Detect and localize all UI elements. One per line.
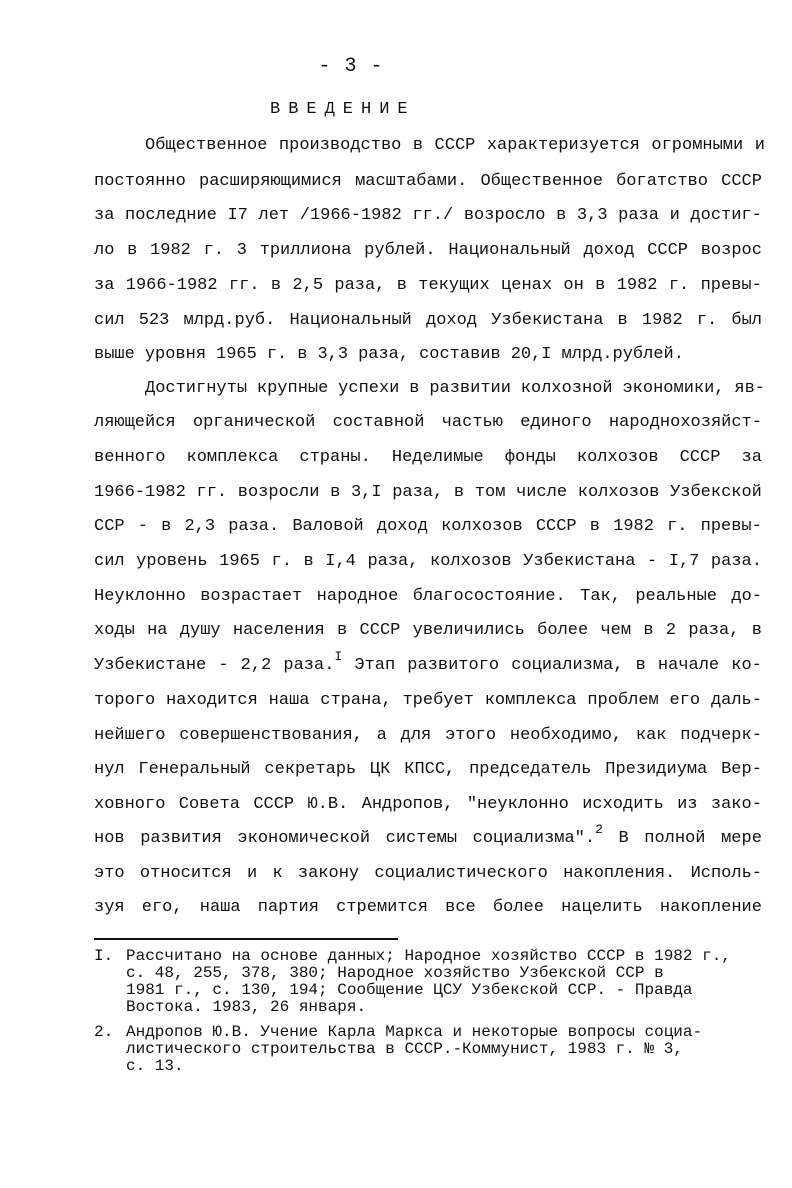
word: Этап — [354, 656, 396, 675]
word: млрд.руб. — [183, 311, 276, 330]
word: в — [589, 517, 600, 536]
footnote-mark: 2 — [595, 822, 603, 837]
word: был — [731, 311, 762, 330]
word: находится — [166, 691, 258, 710]
word: г. — [203, 241, 224, 260]
word: торого — [94, 691, 156, 710]
word: возросло — [463, 206, 546, 225]
word: - — [137, 517, 148, 536]
footnote-line: с. 48, 255, 378, 380; Народное хозяйство Узбекской ССР в — [126, 964, 664, 982]
word: гг. — [196, 483, 228, 502]
text-line — [94, 170, 762, 194]
word: доход — [583, 241, 635, 260]
word: в — [396, 276, 407, 295]
word: народнохозяйст- — [608, 413, 762, 432]
word: реальные — [635, 587, 717, 606]
word: органической — [192, 413, 316, 432]
word: проблем — [587, 691, 659, 710]
word: 1982 — [150, 241, 191, 260]
word: страны. — [299, 448, 371, 467]
word: к — [272, 864, 283, 883]
page-number: - 3 - — [318, 55, 384, 78]
footnote-line: Андропов Ю.В. Учение Карла Маркса и некоторые вопросы социа- — [126, 1023, 703, 1041]
word: Валовой — [292, 517, 364, 536]
word: в — [595, 276, 606, 295]
word: ходы — [94, 621, 135, 640]
word: достиг- — [690, 206, 762, 225]
word: 2,3 — [184, 517, 216, 536]
word: последние — [125, 206, 217, 225]
word: г. — [668, 276, 690, 295]
word: характеризуется — [486, 136, 640, 155]
word: г. — [271, 552, 292, 571]
text-line — [94, 822, 762, 851]
word: раза, — [392, 483, 444, 502]
word: 523 — [138, 311, 170, 330]
word: постоянно — [94, 172, 186, 191]
word: ценах — [501, 276, 553, 295]
word: на — [147, 621, 168, 640]
text-line — [94, 793, 762, 817]
footnote-number: 2. — [94, 1023, 114, 1041]
footnote-number: I. — [94, 947, 114, 965]
word: в — [161, 517, 172, 536]
word: совершенствования, — [179, 726, 363, 745]
word: I,4 — [325, 552, 356, 571]
word: в — [453, 483, 465, 502]
word: закону — [297, 864, 360, 883]
word: /1966-1982 — [299, 206, 402, 225]
text-line — [94, 515, 762, 539]
word: более — [537, 621, 589, 640]
word: и — [754, 136, 765, 155]
word: системы — [385, 829, 458, 848]
footnote-divider — [94, 938, 398, 940]
word: за — [94, 206, 115, 225]
word: 3 — [236, 241, 247, 260]
word: I7 — [227, 206, 248, 225]
word: "неуклонно — [466, 795, 569, 814]
text-line — [94, 896, 762, 920]
word: экономической — [237, 829, 371, 848]
word: возросли — [237, 483, 320, 502]
word: 1982 — [616, 276, 658, 295]
word: ляющейся — [94, 413, 176, 432]
text-line — [94, 239, 762, 263]
text-line — [94, 689, 762, 713]
word: уровня — [144, 345, 207, 364]
word: Так, — [580, 587, 621, 606]
word: 2,2 — [240, 656, 272, 675]
word: Вер- — [721, 760, 762, 779]
text-line — [94, 724, 762, 748]
word: - — [646, 552, 658, 571]
word: выше — [94, 345, 135, 364]
word: 1982 — [641, 311, 683, 330]
word: лет — [258, 206, 290, 225]
word: благосостояние. — [412, 587, 566, 606]
word: венного — [94, 448, 166, 467]
word: в — [303, 552, 314, 571]
word: населения — [232, 621, 325, 640]
word: сил — [94, 552, 125, 571]
word: рублей. — [364, 241, 436, 260]
word: это — [94, 864, 125, 883]
word: в — [337, 621, 348, 640]
footnote-mark: I — [334, 649, 343, 664]
word: 2 — [665, 621, 677, 640]
word: Узбекской — [670, 483, 762, 502]
word: нов — [94, 829, 125, 848]
word: СССР — [679, 448, 721, 467]
word: богатство — [616, 172, 708, 191]
word: а — [376, 726, 387, 745]
word: относится — [139, 864, 232, 883]
word: уровень — [136, 552, 208, 571]
word: нул — [94, 760, 125, 779]
word: в — [635, 656, 646, 675]
word: сил — [94, 311, 125, 330]
word: накопление — [659, 898, 762, 917]
word: в — [751, 621, 762, 640]
word: числе — [516, 483, 568, 502]
word: в — [297, 345, 308, 364]
word: крупные — [256, 379, 329, 398]
section-title: ВВЕДЕНИЕ — [270, 100, 416, 119]
word: подчерк- — [680, 726, 762, 745]
word: КПСС, — [404, 760, 456, 779]
word: млрд.рублей. — [561, 345, 684, 364]
word: СССР — [359, 621, 401, 640]
word: г. — [667, 517, 688, 536]
word: Узбекистана — [491, 311, 604, 330]
word: народное — [316, 587, 399, 606]
word: 20,I — [510, 345, 552, 364]
word: необходимо, — [509, 726, 623, 745]
word: раза — [618, 206, 659, 225]
word: том — [474, 483, 506, 502]
word: колхозов — [441, 517, 523, 536]
word: развития — [140, 829, 222, 848]
text-line — [94, 309, 762, 333]
word: 3,3 — [317, 345, 349, 364]
word: масштабами. — [355, 172, 468, 191]
word: 1966-1982 — [94, 483, 186, 502]
text-line — [94, 550, 762, 574]
word: наша — [199, 898, 241, 917]
word: Исполь- — [690, 864, 762, 883]
word: составив — [419, 345, 501, 364]
word: текущих — [418, 276, 490, 295]
word: фонды — [504, 448, 556, 467]
word: I,7 — [668, 552, 700, 571]
word: Узбекистане — [94, 656, 207, 675]
word: зуя — [94, 898, 125, 917]
word: нацелить — [561, 898, 643, 917]
word: Генеральный — [138, 760, 251, 779]
word: и — [669, 206, 680, 225]
word: 1982 — [613, 517, 654, 536]
word: раза.$^I$ — [283, 649, 343, 675]
word: в — [412, 136, 424, 155]
word: развитии — [429, 379, 511, 398]
word: до- — [731, 587, 762, 606]
word: даль- — [710, 691, 762, 710]
word: в — [330, 483, 341, 502]
text-line — [94, 585, 762, 609]
word: стремится — [336, 898, 428, 917]
word: 1965 — [216, 345, 257, 364]
word: в — [643, 621, 654, 640]
word: 3,I — [350, 483, 382, 502]
word: - — [218, 656, 229, 675]
word: начале — [657, 656, 720, 675]
word: за — [94, 276, 115, 295]
word: мере — [721, 829, 762, 848]
word: требует — [402, 691, 474, 710]
word: ло — [94, 241, 115, 260]
word: 1965 — [219, 552, 260, 571]
word: экономики, — [622, 379, 725, 398]
word: более — [492, 898, 544, 917]
word: колхозной — [520, 379, 613, 398]
word: превы- — [700, 517, 762, 536]
word: Андропов, — [361, 795, 454, 814]
word: все — [445, 898, 476, 917]
word: комплекса — [484, 691, 577, 710]
word: увеличились — [412, 621, 525, 640]
word: Общественное — [145, 136, 268, 155]
word: СССР — [721, 172, 762, 191]
word: гг. — [228, 276, 260, 295]
word: его — [669, 691, 701, 710]
word: г. — [266, 345, 288, 364]
word: секретарь — [264, 760, 357, 779]
word: ССР — [94, 517, 125, 536]
word: единого — [520, 413, 592, 432]
word: душу — [179, 621, 221, 640]
word: производство — [278, 136, 402, 155]
word: раза, — [334, 276, 386, 295]
word: колхозов — [430, 552, 512, 571]
word: социалистического — [374, 864, 548, 883]
word: этого — [445, 726, 497, 745]
word: Неуклонно — [94, 587, 186, 606]
footnote-line: Рассчитано на основе данных; Народное хозяйство СССР в 1982 г., — [126, 947, 731, 965]
word: для — [400, 726, 432, 745]
word: возрастает — [200, 587, 303, 606]
word: Общественное — [480, 172, 603, 191]
word: СССР — [434, 136, 476, 155]
text-line — [94, 758, 762, 782]
footnote-line: листического строительства в СССР.-Коммунист, 1983 г. № 3, — [126, 1040, 683, 1058]
word: ЦК — [370, 760, 391, 779]
word: Совета — [178, 795, 240, 814]
word: триллиона — [259, 241, 352, 260]
text-line — [94, 649, 762, 678]
word: доход — [426, 311, 478, 330]
word: комплекса — [186, 448, 279, 467]
word: исходить — [582, 795, 664, 814]
word: за — [741, 448, 762, 467]
word: Узбекистана — [523, 552, 636, 571]
word: наша — [268, 691, 310, 710]
word: Национальный — [448, 241, 571, 260]
word: огромными — [651, 136, 744, 155]
word: ховного — [94, 795, 166, 814]
word: в — [617, 311, 628, 330]
word: страна, — [320, 691, 392, 710]
word: его, — [141, 898, 183, 917]
footnote-line: Востока. 1983, 26 января. — [126, 998, 367, 1016]
word: СССР — [253, 795, 295, 814]
word: развитого — [407, 656, 500, 675]
word: полной — [644, 829, 706, 848]
word: яв- — [734, 379, 765, 398]
word: 3,3 — [576, 206, 608, 225]
word: В — [618, 829, 629, 848]
word: Национальный — [289, 311, 412, 330]
word: раза, — [367, 552, 419, 571]
word: в — [270, 276, 282, 295]
word: раза. — [710, 552, 762, 571]
word: доход — [376, 517, 428, 536]
text-line — [94, 274, 762, 298]
text-line — [145, 134, 765, 158]
word: нейшего — [94, 726, 166, 745]
text-line — [94, 446, 762, 470]
word: г. — [696, 311, 718, 330]
word: чем — [600, 621, 632, 640]
footnote-line: 1981 г., с. 130, 194; Сообщение ЦСУ Узбекской ССР. - Правда — [126, 981, 693, 999]
word: он — [563, 276, 584, 295]
text-line — [94, 204, 762, 228]
word: в — [409, 379, 420, 398]
word: Президиума — [605, 760, 708, 779]
text-line — [94, 343, 762, 367]
word: зако- — [710, 795, 762, 814]
word: социализма, — [511, 656, 624, 675]
word: превы- — [700, 276, 762, 295]
word: из — [677, 795, 698, 814]
word: и — [246, 864, 258, 883]
word: успехи — [338, 379, 400, 398]
word: накопления. — [563, 864, 676, 883]
word: СССР — [535, 517, 577, 536]
word: Неделимые — [391, 448, 484, 467]
word: 2,5 — [292, 276, 324, 295]
word: как — [635, 726, 667, 745]
word: колхозов — [576, 448, 659, 467]
word: 1966-1982 — [125, 276, 218, 295]
word: частью — [441, 413, 503, 432]
word: раза. — [228, 517, 280, 536]
text-line — [94, 481, 762, 505]
word: составной — [332, 413, 425, 432]
word: ко- — [731, 656, 762, 675]
text-line — [94, 619, 762, 643]
word: колхозов — [577, 483, 660, 502]
text-line — [145, 377, 765, 401]
word: расширяющимися — [199, 172, 342, 191]
text-line — [94, 862, 762, 886]
word: председатель — [469, 760, 592, 779]
word: раза, — [688, 621, 740, 640]
word: СССР — [647, 241, 688, 260]
text-line — [94, 411, 762, 435]
word: в — [556, 206, 567, 225]
word: социализма".$^2$ — [472, 822, 603, 848]
word: возрос — [700, 241, 762, 260]
word: раза, — [358, 345, 410, 364]
word: Ю.В. — [307, 795, 349, 814]
word: в — [127, 241, 138, 260]
word: Достигнуты — [145, 379, 248, 398]
word: гг./ — [412, 206, 454, 225]
word: партия — [257, 898, 319, 917]
footnote-line: с. 13. — [126, 1057, 184, 1075]
